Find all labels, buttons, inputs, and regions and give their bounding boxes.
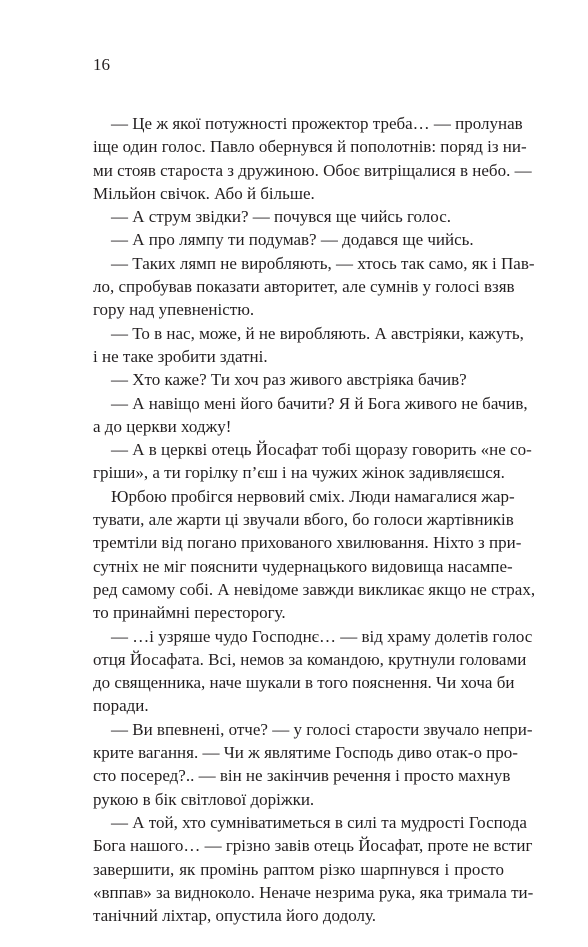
text-line: тувати, але жарти ці звучали вбого, бо голоси жартівників [93, 510, 514, 530]
text-line: ред самому собі. А невідоме завжди викликає якщо не страх, [93, 579, 536, 599]
text-line: тремтіли від погано прихованого хвилювання. Ніхто з при- [93, 533, 522, 553]
text-line: — А струм звідки? — почувся ще чийсь голос. [111, 207, 451, 227]
text-line: — А той, хто сумніватиметься в силі та мудрості Господа [111, 812, 527, 832]
text-line: «вппав» за видноколо. Неначе незрима рука, яка тримала ти- [93, 882, 534, 902]
page-number: 16 [93, 55, 110, 74]
text-line: Юрбою пробігся нервовий сміх. Люди намагалися жар- [111, 486, 515, 506]
text-line: — …і узряше чудо Господнє… — від храму долетів голос [111, 626, 533, 646]
text-line: гору над упевненістю. [93, 300, 255, 320]
text-line: до священника, наче шукали в того пояснення. Чи хоча би [93, 673, 515, 693]
text-line: то принаймні пересторогу. [93, 603, 286, 623]
text-line: сутніх не міг пояснити чудернацького видовища насампе- [93, 556, 513, 576]
text-line: танічний ліхтар, опустила його додолу. [93, 906, 377, 926]
text-line: сто посеред?.. — він не закінчив речення і просто махнув [93, 766, 511, 786]
text-line: — То в нас, може, й не виробляють. А австріяки, кажуть, [111, 323, 524, 343]
text-line: — А в церкві отець Йосафат тобі щоразу говорить «не со- [111, 440, 532, 460]
text-line: а до церкви ходжу! [93, 416, 232, 436]
text-line: — Це ж якої потужності прожектор треба… — пролунав [111, 114, 523, 133]
text-line: отця Йосафата. Всі, немов за командою, крутнули головами [93, 649, 527, 669]
text-line: іще один голос. Павло обернувся й пополотнів: поряд із ни- [93, 137, 527, 157]
text-line: крите вагання. — Чи ж являтиме Господь диво отак-о про- [93, 743, 518, 763]
text-line: і не таке зробити здатні. [93, 346, 268, 366]
text-line: — Таких лямп не виробляють, — хтось так само, як і Пав- [111, 253, 535, 273]
text-line: Мільйон свічок. Або й більше. [93, 183, 315, 203]
text-line: завершити, як промінь раптом різко шарпнувся і просто [93, 859, 504, 879]
text-line: — А про лямпу ти подумав? — додався ще чийсь. [111, 230, 474, 250]
text-line: — А навіщо мені його бачити? Я й Бога живого не бачив, [111, 393, 528, 413]
text-line: рукою в бік світлової доріжки. [93, 789, 315, 809]
text-line: гріши», а ти горілку п’єш і на чужих жінок задивляєшся. [93, 463, 505, 483]
text-line: — Ви впевнені, отче? — у голосі старости звучало непри- [111, 719, 533, 739]
text-line: поради. [93, 696, 149, 716]
text-line: Бога нашого… — грізно завів отець Йосафат, проте не встиг [93, 836, 533, 856]
text-line: ми стояв староста з дружиною. Обоє витріщалися в небо. — [93, 160, 532, 180]
body-text [93, 112, 536, 927]
text-line: ло, спробував показати авторитет, але сумнів у голосі взяв [93, 277, 515, 297]
text-line: — Хто каже? Ти хоч раз живого австріяка бачив? [111, 370, 467, 390]
